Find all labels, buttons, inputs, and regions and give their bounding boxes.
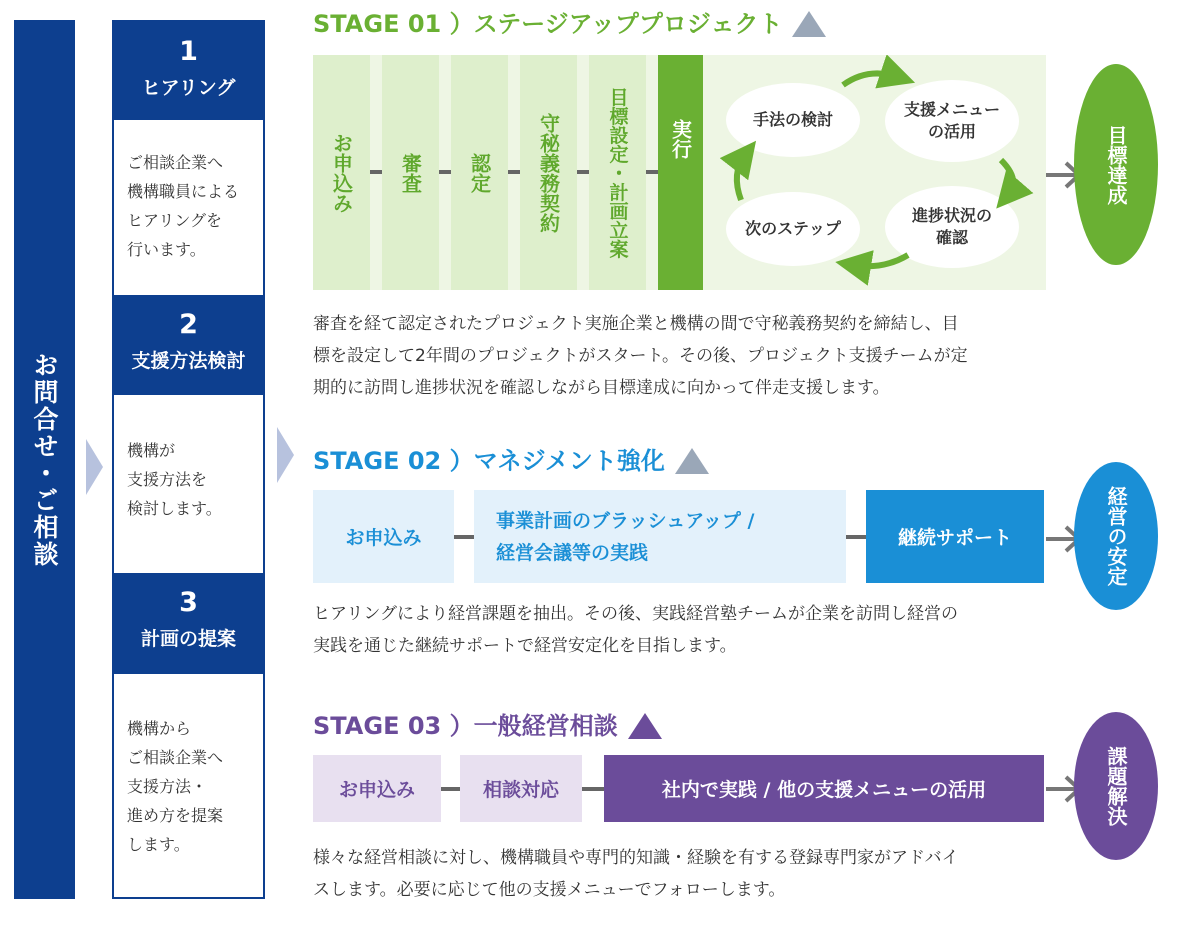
stage-2-box-continued-support (866, 490, 1044, 583)
box-label: 認定 (467, 152, 492, 193)
box-label: お申込み (338, 779, 415, 801)
box-label: 目標設定・計画立案 (606, 87, 629, 258)
connector (370, 170, 382, 174)
box-label: お申込み (329, 132, 354, 213)
connector (454, 535, 474, 539)
cycle-label: 支援メニュー (903, 100, 1000, 119)
step-desc-line: 機構が (127, 441, 176, 460)
stage-2-heading (313, 445, 709, 477)
cycle-label: 確認 (935, 228, 968, 247)
step-number: 1 (179, 36, 198, 67)
step-1-header (114, 22, 263, 120)
step-desc-line: 進め方を提案 (127, 806, 224, 825)
steps-panel (112, 20, 265, 899)
description-line: 標を設定して2年間のプロジェクトがスタート。その後、プロジェクト支援チームが定 (313, 346, 968, 366)
box-label: 事業計画のブラッシュアップ / (496, 509, 755, 532)
step-3-description (127, 714, 257, 859)
step-number: 3 (179, 587, 198, 618)
box-label: 経営会議等の実践 (496, 541, 649, 564)
step-title: 計画の提案 (140, 628, 236, 650)
cycle-label: 進捗状況の (911, 206, 992, 225)
stage-1-description (313, 308, 968, 404)
connector (508, 170, 520, 174)
step-title: ヒアリング (141, 77, 236, 99)
inquiry-bar (14, 20, 75, 899)
stage-3-heading (313, 710, 662, 742)
step-desc-line: ヒアリングを (127, 211, 223, 230)
description-line: 審査を経て認定されたプロジェクト実施企業と機構の間で守秘義務契約を締結し、目 (313, 314, 959, 334)
step-desc-line: します。 (127, 835, 190, 854)
description-line: スします。必要に応じて他の支援メニューでフォローします。 (313, 880, 786, 900)
step-desc-line: 機構から (127, 719, 192, 738)
connector (646, 170, 658, 174)
connector (439, 170, 451, 174)
step-number: 2 (179, 309, 198, 340)
description-line: ヒアリングにより経営課題を抽出。その後、実践経営塾チームが企業を訪問し経営の (313, 604, 958, 624)
stage-1-box-review (382, 55, 439, 290)
step-desc-line: 検討します。 (127, 499, 222, 518)
connector (582, 787, 604, 791)
step-title: 支援方法検討 (131, 350, 246, 372)
box-label: 審査 (398, 152, 423, 193)
step-2-description (127, 436, 257, 523)
goal-label: 課題解決 (1104, 746, 1128, 826)
step-desc-line: 機構職員による (127, 182, 240, 201)
cycle-label: 次のステップ (745, 219, 841, 238)
stage-3-box-apply (313, 755, 441, 822)
connector (846, 535, 866, 539)
cycle-arrow-icon (737, 155, 745, 200)
goal-stable-management (1074, 462, 1158, 610)
goal-label: 経営の安定 (1104, 486, 1128, 586)
stage-1-box-certify (451, 55, 508, 290)
stage-2-description (313, 598, 958, 662)
step-desc-line: 支援方法・ (127, 777, 208, 796)
cycle-arrows (703, 55, 1046, 290)
stage-1-box-nda (520, 55, 577, 290)
stage-1-box-planning (589, 55, 646, 290)
step-desc-line: ご相談企業へ (127, 153, 224, 172)
box-label: 社内で実践 / 他の支援メニューの活用 (661, 779, 987, 801)
step-desc-line: 行います。 (127, 240, 206, 259)
stage-2-box-apply (313, 490, 454, 583)
stage-3-description (313, 842, 959, 906)
step-1-description (127, 148, 257, 264)
pyramid-icon (792, 11, 826, 37)
cycle-arrow-icon (853, 255, 908, 266)
cycle-arrow-icon (1001, 160, 1013, 195)
cycle-label: 手法の検討 (752, 110, 833, 129)
cycle-label: の活用 (927, 122, 976, 141)
chevron-right-icon (86, 439, 103, 495)
connector (441, 787, 460, 791)
box-label: 相談対応 (482, 779, 559, 801)
stage-1-heading-text: STAGE 01 ）ステージアッププロジェクト (313, 10, 783, 38)
step-desc-line: ご相談企業へ (127, 748, 224, 767)
box-label: 守秘義務契約 (536, 112, 561, 233)
description-line: 実践を通じた継続サポートで経営安定化を目指します。 (313, 636, 737, 656)
inquiry-label: お問合せ・ご相談 (30, 351, 59, 568)
stage-2-box-brushup (474, 490, 846, 583)
step-desc-line: 支援方法を (127, 470, 208, 489)
step-3-header (114, 573, 263, 674)
stage-3-heading-text: STAGE 03 ）一般経営相談 (313, 712, 618, 740)
box-label: 実行 (668, 119, 693, 159)
cycle-arrow-icon (843, 73, 898, 85)
stage-3-box-practice (604, 755, 1044, 822)
goal-problem-solved (1074, 712, 1158, 860)
pyramid-icon (675, 448, 709, 474)
stage-2-heading-text: STAGE 02 ）マネジメント強化 (313, 447, 665, 475)
stage-3-box-consultation (460, 755, 582, 822)
description-line: 様々な経営相談に対し、機構職員や専門的知識・経験を有する登録専門家がアドバイ (313, 848, 959, 868)
stage-1-heading (313, 8, 826, 40)
stage-1-box-apply (313, 55, 370, 290)
pyramid-icon (628, 713, 662, 739)
step-2-header (114, 295, 263, 395)
goal-label: 目標達成 (1104, 124, 1128, 205)
box-label: お申込み (345, 527, 422, 549)
stage-1-box-execute (658, 55, 703, 290)
chevron-right-icon (277, 427, 294, 483)
description-line: 期的に訪問し進捗状況を確認しながら目標達成に向かって伴走支援します。 (313, 378, 890, 398)
box-label: 継続サポート (897, 527, 1012, 549)
goal-target-achieved (1074, 64, 1158, 265)
connector (577, 170, 589, 174)
